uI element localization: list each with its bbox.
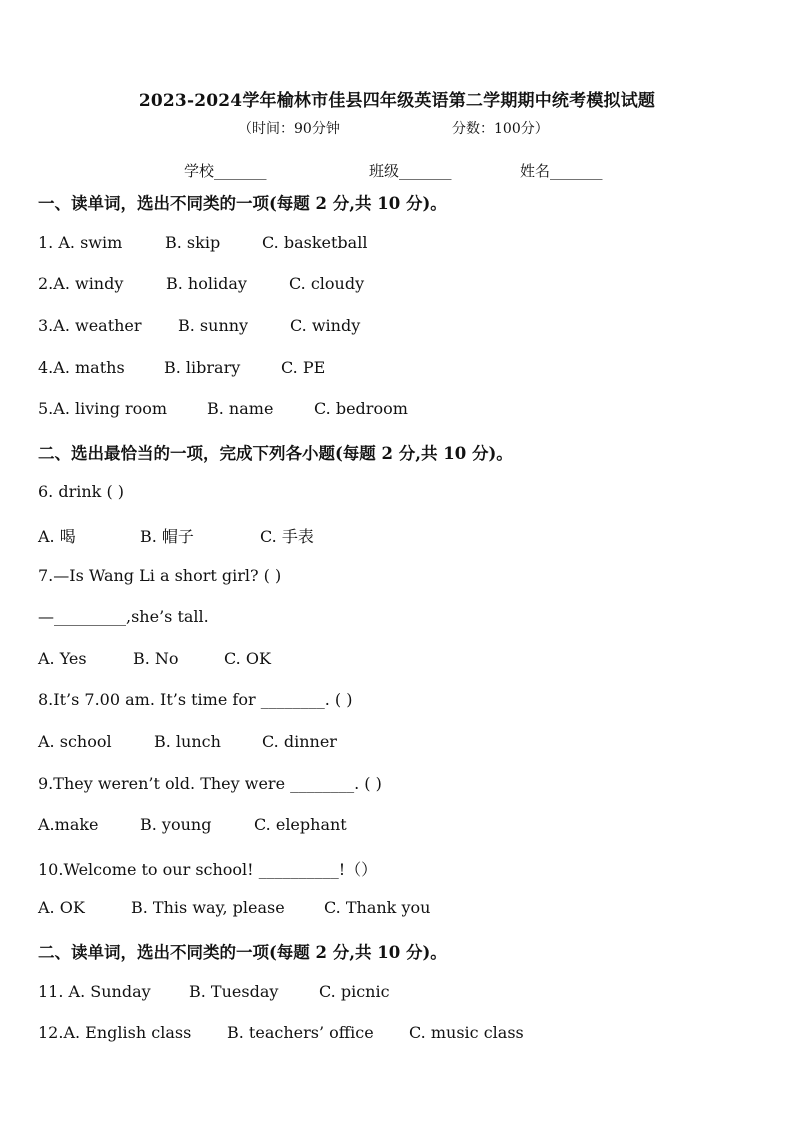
q1-option-c: C. basketball [262, 233, 368, 252]
section-1-heading: 一、读单词，选出不同类的一项(每题 2 分,共 10 分)。 [38, 194, 447, 213]
exam-time: （时间：90分钟 [238, 121, 340, 137]
q1-option-a: 1. A. swim [38, 233, 123, 252]
q10-option-b: B. This way, please [131, 898, 285, 917]
class-field: 班级_______ [369, 162, 452, 180]
q9-option-c: C. elephant [254, 815, 347, 834]
q6-option-c: C. 手表 [260, 527, 314, 546]
question-6-stem: 6. drink ( ) [38, 482, 125, 501]
q3-option-b: B. sunny [178, 316, 249, 335]
q4-option-c: C. PE [281, 358, 326, 377]
q5-option-c: C. bedroom [314, 399, 408, 418]
q9-option-a: A.make [38, 815, 99, 834]
question-7-stem-2: —_________,she’s tall. [38, 607, 209, 626]
name-field: 姓名_______ [520, 162, 603, 180]
q8-option-c: C. dinner [262, 732, 337, 751]
q10-option-a: A. OK [38, 898, 85, 917]
exam-title: 2023-2024学年榆林市佳县四年级英语第二学期期中统考模拟试题 [138, 91, 656, 111]
q4-option-b: B. library [164, 358, 241, 377]
question-7-stem: 7.—Is Wang Li a short girl? ( ) [38, 566, 282, 585]
q8-option-a: A. school [38, 732, 112, 751]
q2-option-a: 2.A. windy [38, 274, 124, 293]
q3-option-a: 3.A. weather [38, 316, 142, 335]
q1-option-b: B. skip [165, 233, 221, 252]
q7-option-b: B. No [133, 649, 179, 668]
q11-option-c: C. picnic [319, 982, 390, 1001]
q9-option-b: B. young [140, 815, 212, 834]
q6-option-b: B. 帽子 [140, 527, 194, 546]
q12-option-b: B. teachers’ office [227, 1023, 374, 1042]
q6-option-a: A. 喝 [38, 527, 76, 546]
q2-option-b: B. holiday [166, 274, 247, 293]
q12-option-a: 12.A. English class [38, 1023, 192, 1042]
q11-option-b: B. Tuesday [189, 982, 279, 1001]
q5-option-a: 5.A. living room [38, 399, 168, 418]
section-3-heading: 二、读单词，选出不同类的一项(每题 2 分,共 10 分)。 [38, 943, 447, 962]
question-9-stem: 9.They weren’t old. They were ________. ( ) [38, 774, 382, 793]
q5-option-b: B. name [207, 399, 274, 418]
q3-option-c: C. windy [290, 316, 361, 335]
school-field: 学校_______ [184, 162, 267, 180]
q4-option-a: 4.A. maths [38, 358, 125, 377]
q7-option-c: C. OK [224, 649, 271, 668]
q2-option-c: C. cloudy [289, 274, 365, 293]
q8-option-b: B. lunch [154, 732, 221, 751]
q11-option-a: 11. A. Sunday [38, 982, 151, 1001]
section-2-heading: 二、选出最恰当的一项，完成下列各小题(每题 2 分,共 10 分)。 [38, 444, 513, 463]
question-8-stem: 8.It’s 7.00 am. It’s time for ________. ( ) [38, 690, 353, 709]
exam-score: 分数：100分） [452, 121, 549, 137]
q7-option-a: A. Yes [38, 649, 87, 668]
question-10-stem: 10.Welcome to our school! __________!（） [38, 860, 378, 879]
q10-option-c: C. Thank you [324, 898, 431, 917]
q12-option-c: C. music class [409, 1023, 524, 1042]
